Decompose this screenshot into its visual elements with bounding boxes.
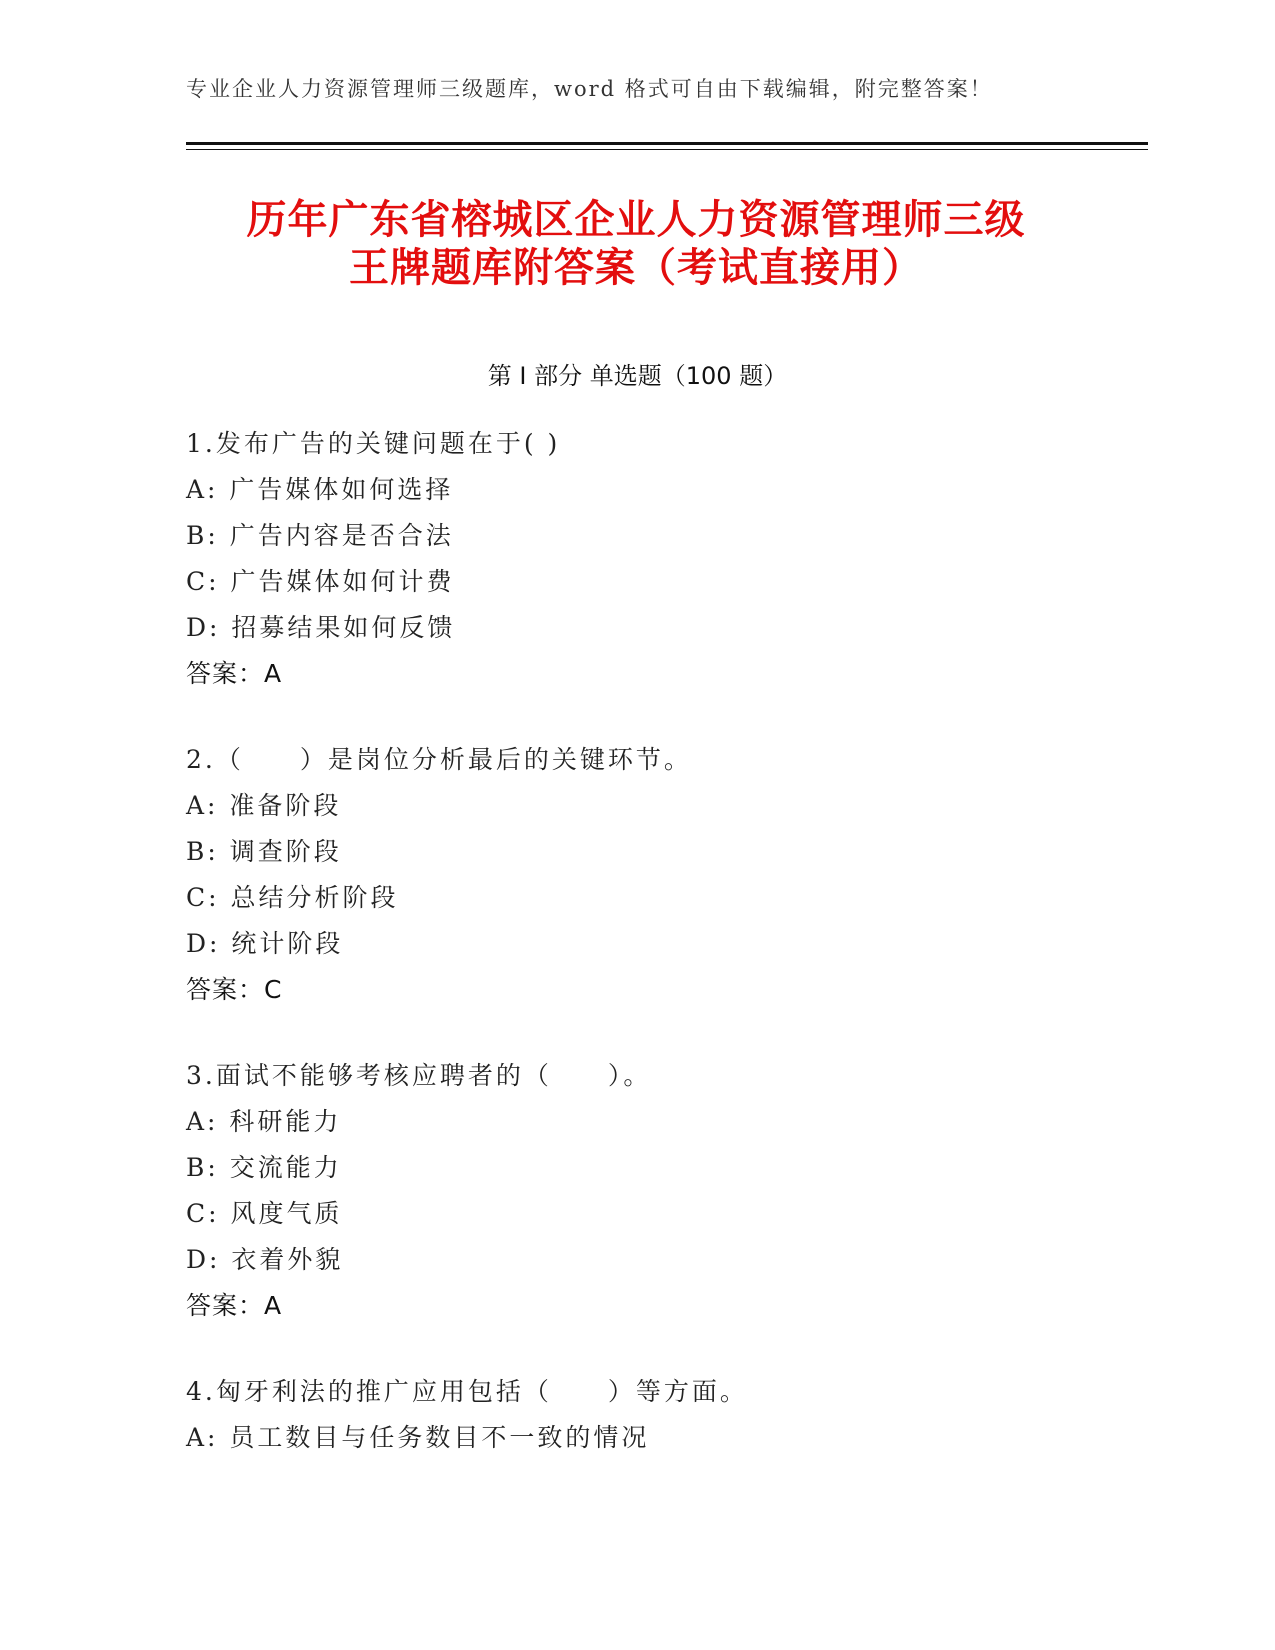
header-note: 专业企业人力资源管理师三级题库，word 格式可自由下载编辑，附完整答案！ (186, 77, 993, 101)
option-b: B: 广告内容是否合法 (186, 521, 454, 550)
question-block (186, 1369, 1146, 1461)
section-heading: 第 I 部分 单选题（100 题） (487, 362, 788, 390)
header-rule-thin (186, 149, 1148, 150)
option-d: D: 招募结果如何反馈 (186, 613, 456, 642)
answer: 答案：A (186, 659, 283, 688)
question-stem: 3.面试不能够考核应聘者的（ ）。 (186, 1061, 652, 1090)
document-title-line-2: 王牌题库附答案（考试直接用） (349, 245, 923, 291)
option-c: C: 风度气质 (186, 1199, 343, 1228)
option-c: C: 总结分析阶段 (186, 883, 399, 912)
header-rule-thick (186, 142, 1148, 145)
answer: 答案：C (186, 975, 283, 1004)
question-stem: 4.匈牙利法的推广应用包括（ ）等方面。 (186, 1377, 748, 1406)
document-title-line-1: 历年广东省榕城区企业人力资源管理师三级 (246, 197, 1026, 243)
question-block (186, 421, 1146, 697)
document-title (186, 196, 1086, 292)
option-b: B: 调查阶段 (186, 837, 342, 866)
question-block (186, 1053, 1146, 1329)
option-d: D: 衣着外貌 (186, 1245, 344, 1274)
option-a: A: 员工数目与任务数目不一致的情况 (186, 1423, 650, 1452)
answer: 答案：A (186, 1291, 283, 1320)
option-a: A: 广告媒体如何选择 (186, 475, 454, 504)
option-c: C: 广告媒体如何计费 (186, 567, 455, 596)
question-stem: 2.（ ）是岗位分析最后的关键环节。 (186, 745, 692, 774)
option-b: B: 交流能力 (186, 1153, 342, 1182)
question-stem: 1.发布广告的关键问题在于( ) (186, 429, 561, 458)
option-a: A: 准备阶段 (186, 791, 342, 820)
option-d: D: 统计阶段 (186, 929, 344, 958)
question-block (186, 737, 1146, 1013)
option-a: A: 科研能力 (186, 1107, 342, 1136)
